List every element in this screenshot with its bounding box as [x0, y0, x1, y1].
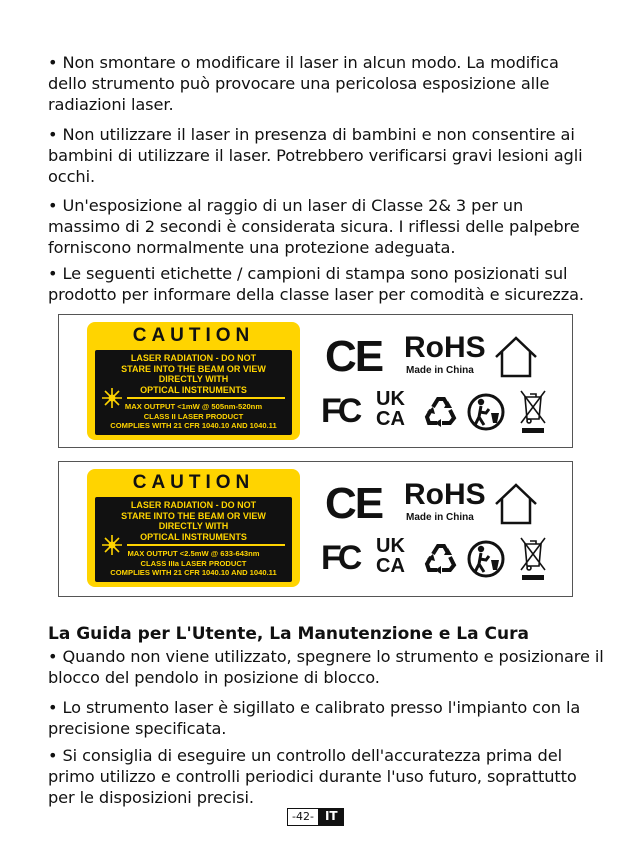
tidyman-icon	[467, 393, 505, 431]
caution-panel	[95, 350, 292, 435]
language-tag: IT	[319, 808, 344, 826]
made-in-china: Made in China	[406, 365, 474, 376]
indoor-use-icon	[493, 482, 539, 526]
fcc-mark: FC	[321, 392, 359, 430]
warning-line: LASER RADIATION - DO NOT	[130, 353, 257, 363]
max-output: MAX OUTPUT <2.5mW @ 633-643nm	[127, 549, 260, 558]
certification-marks	[321, 321, 561, 439]
rohs-mark: RoHS	[404, 478, 486, 511]
caution-label	[87, 322, 300, 440]
paragraph-pendulum-lock: • Quando non viene utilizzato, spegnere lo strumento e posizionare il blocco del pendolo in posizione di blocco.	[48, 647, 604, 687]
recycle-icon	[423, 393, 459, 429]
warning-line: DIRECTLY WITH	[158, 521, 229, 531]
compliance-text: COMPLIES WITH 21 CFR 1040.10 AND 1040.11	[110, 421, 277, 430]
laser-class: CLASS IIIa LASER PRODUCT	[140, 558, 247, 568]
paragraph-calibration: • Lo strumento laser è sigillato e calibrato presso l'impianto con la precisione specificata.	[48, 698, 581, 738]
ce-mark: CE	[325, 332, 383, 381]
paragraph-disassembly-warning: • Non smontare o modificare il laser in alcun modo. La modifica dello strumento può provocare una pericolosa esposizione alle radiazioni laser.	[48, 53, 559, 114]
warning-line: LASER RADIATION - DO NOT	[130, 500, 257, 510]
label-sample-class-2	[58, 314, 573, 448]
laser-class: CLASS II LASER PRODUCT	[143, 411, 244, 421]
recycle-icon	[423, 540, 459, 576]
certification-marks	[321, 468, 561, 586]
beam-line	[127, 397, 285, 399]
ce-mark: CE	[325, 479, 383, 528]
fcc-mark: FC	[321, 539, 359, 577]
caution-title: CAUTION	[132, 325, 255, 346]
caution-label	[87, 469, 300, 587]
weee-bin-icon	[518, 387, 548, 435]
paragraph-exposure-info: • Un'esposizione al raggio di un laser di Classe 2& 3 per un massimo di 2 secondi è considerata sicura. I riflessi delle palpebre forniscono normalmente una protezione adeguata.	[48, 196, 580, 257]
warning-line: DIRECTLY WITH	[158, 374, 229, 384]
guide-heading: La Guida per L'Utente, La Manutenzione e La Cura	[48, 624, 529, 644]
tidyman-icon	[467, 540, 505, 578]
caution-panel	[95, 497, 292, 582]
label-sample-class-3a	[58, 461, 573, 597]
beam-line	[127, 544, 285, 546]
ukca-mark: UK CA	[376, 535, 405, 577]
compliance-text: COMPLIES WITH 21 CFR 1040.10 AND 1040.11	[110, 568, 277, 577]
indoor-use-icon	[493, 335, 539, 379]
paragraph-children-warning: • Non utilizzare il laser in presenza di bambini e non consentire ai bambini di utilizzare il laser. Potrebbero verificarsi gravi lesioni agli occhi.	[48, 125, 583, 186]
page-footer	[287, 808, 344, 826]
page-number: -42-	[287, 808, 319, 826]
paragraph-accuracy-check: • Si consiglia di eseguire un controllo dell'accuratezza prima del primo utilizzo e controlli periodici durante l'uso futuro, soprattutto per le disposizioni precisi.	[48, 746, 577, 807]
ukca-mark: UK CA	[376, 388, 405, 430]
weee-bin-icon	[518, 534, 548, 582]
warning-line: STARE INTO THE BEAM OR VIEW	[121, 510, 266, 521]
paragraph-labels-info: • Le seguenti etichette / campioni di stampa sono posizionati sul prodotto per informare della classe laser per comodità e sicurezza.	[48, 264, 584, 304]
warning-line: OPTICAL INSTRUMENTS	[140, 384, 247, 395]
max-output: MAX OUTPUT <1mW @ 505nm-520nm	[124, 402, 263, 411]
made-in-china: Made in China	[406, 512, 474, 523]
warning-line: STARE INTO THE BEAM OR VIEW	[121, 363, 266, 374]
rohs-mark: RoHS	[404, 331, 486, 364]
caution-title: CAUTION	[132, 472, 255, 493]
warning-line: OPTICAL INSTRUMENTS	[140, 531, 247, 542]
